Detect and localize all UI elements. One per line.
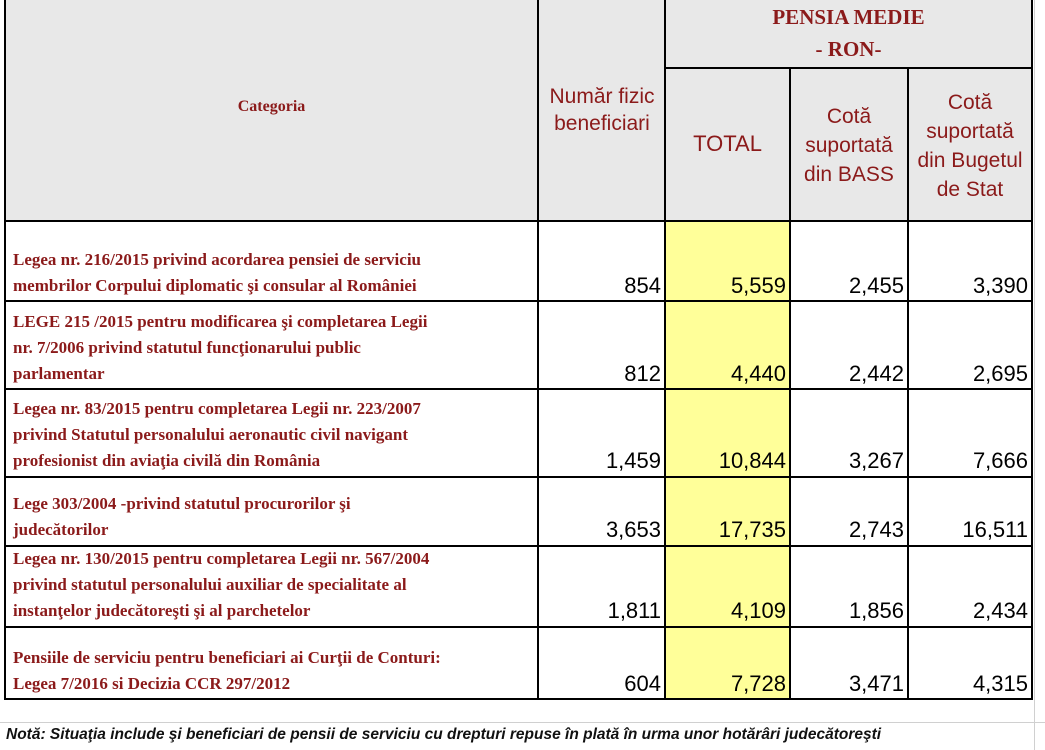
grid-hline [4,300,1033,302]
row-2-bass: 2,442 [848,361,904,386]
row-1-total: 5,559 [730,273,786,298]
row-1-numar: 854 [624,273,661,298]
grid-vline [537,0,539,700]
row-3-total: 10,844 [718,448,786,473]
grid-hline [4,545,1033,547]
sheet-gridline [1034,0,1035,750]
grid-vline [907,68,909,700]
row-4-numar: 3,653 [605,517,661,542]
row-5-total: 4,109 [730,598,786,623]
row-5-bass: 1,856 [848,598,904,623]
row-4-buget: 16,511 [962,517,1028,542]
row-2-total: 4,440 [730,361,786,386]
grid-vline [789,68,791,700]
row-4-bass: 2,743 [848,517,904,542]
footnote: Notă: Situaţia include şi beneficiari de pensii de serviciu cu drepturi repuse în plată în urma unor hotărâri judecătoreşti [6,726,882,743]
row-6-numar: 604 [624,671,661,696]
row-3-buget: 7,666 [972,448,1028,473]
grid-hline [665,67,1032,69]
header-categoria: Categoria [237,98,306,115]
header-bass: Cotă suportată din BASS [804,105,894,186]
row-3-bass: 3,267 [848,448,904,473]
sheet-gridline [0,722,1045,723]
header-pensia-unit: - RON- [815,37,882,61]
row-1-buget: 3,390 [972,273,1028,298]
grid-hline [4,698,1033,700]
row-1-category: Legea nr. 216/2015 privind acordarea pensiei de serviciu membrilor Corpului diplomatic şi consular al României [13,250,421,295]
row-3-numar: 1,459 [605,448,661,473]
row-5-numar: 1,811 [607,598,661,623]
grid-hline [4,388,1033,390]
grid-hline [4,220,1033,222]
header-total: TOTAL [693,131,762,156]
grid-vline [1031,0,1033,700]
grid-vline [4,0,6,700]
grid-hline [4,626,1033,628]
row-2-numar: 812 [624,361,661,386]
row-4-total: 17,735 [718,517,786,542]
row-2-category: LEGE 215 /2015 pentru modificarea şi completarea Legii nr. 7/2006 privind statutul funcţionarului public parlamentar [13,312,428,383]
row-3-category: Legea nr. 83/2015 pentru completarea Legii nr. 223/2007 privind Statutul personalului aeronautic civil navigant profesionist din aviaţia civilă din România [13,399,421,470]
row-4-category: Lege 303/2004 -privind statutul procurorilor şi judecătorilor [13,494,351,539]
row-5-buget: 2,434 [972,598,1028,623]
grid-vline [664,0,666,700]
row-6-category: Pensiile de serviciu pentru beneficiari ai Curţii de Conturi: Legea 7/2016 si Decizia CCR 297/2012 [13,648,441,693]
header-buget: Cotă suportată din Bugetul de Stat [917,91,1023,201]
row-5-category: Legea nr. 130/2015 pentru completarea Legii nr. 567/2004 privind statutul personalului auxiliar de specialitate al instanţelor judecătoreşti şi al parchetelor [13,549,430,620]
row-6-bass: 3,471 [848,671,904,696]
header-numar: Număr fizic beneficiari [549,85,655,135]
header-pensia-title: PENSIA MEDIE [772,5,925,29]
row-6-total: 7,728 [730,671,786,696]
row-1-bass: 2,455 [848,273,904,298]
row-2-buget: 2,695 [972,361,1028,386]
grid-hline [4,476,1033,478]
row-6-buget: 4,315 [972,671,1028,696]
